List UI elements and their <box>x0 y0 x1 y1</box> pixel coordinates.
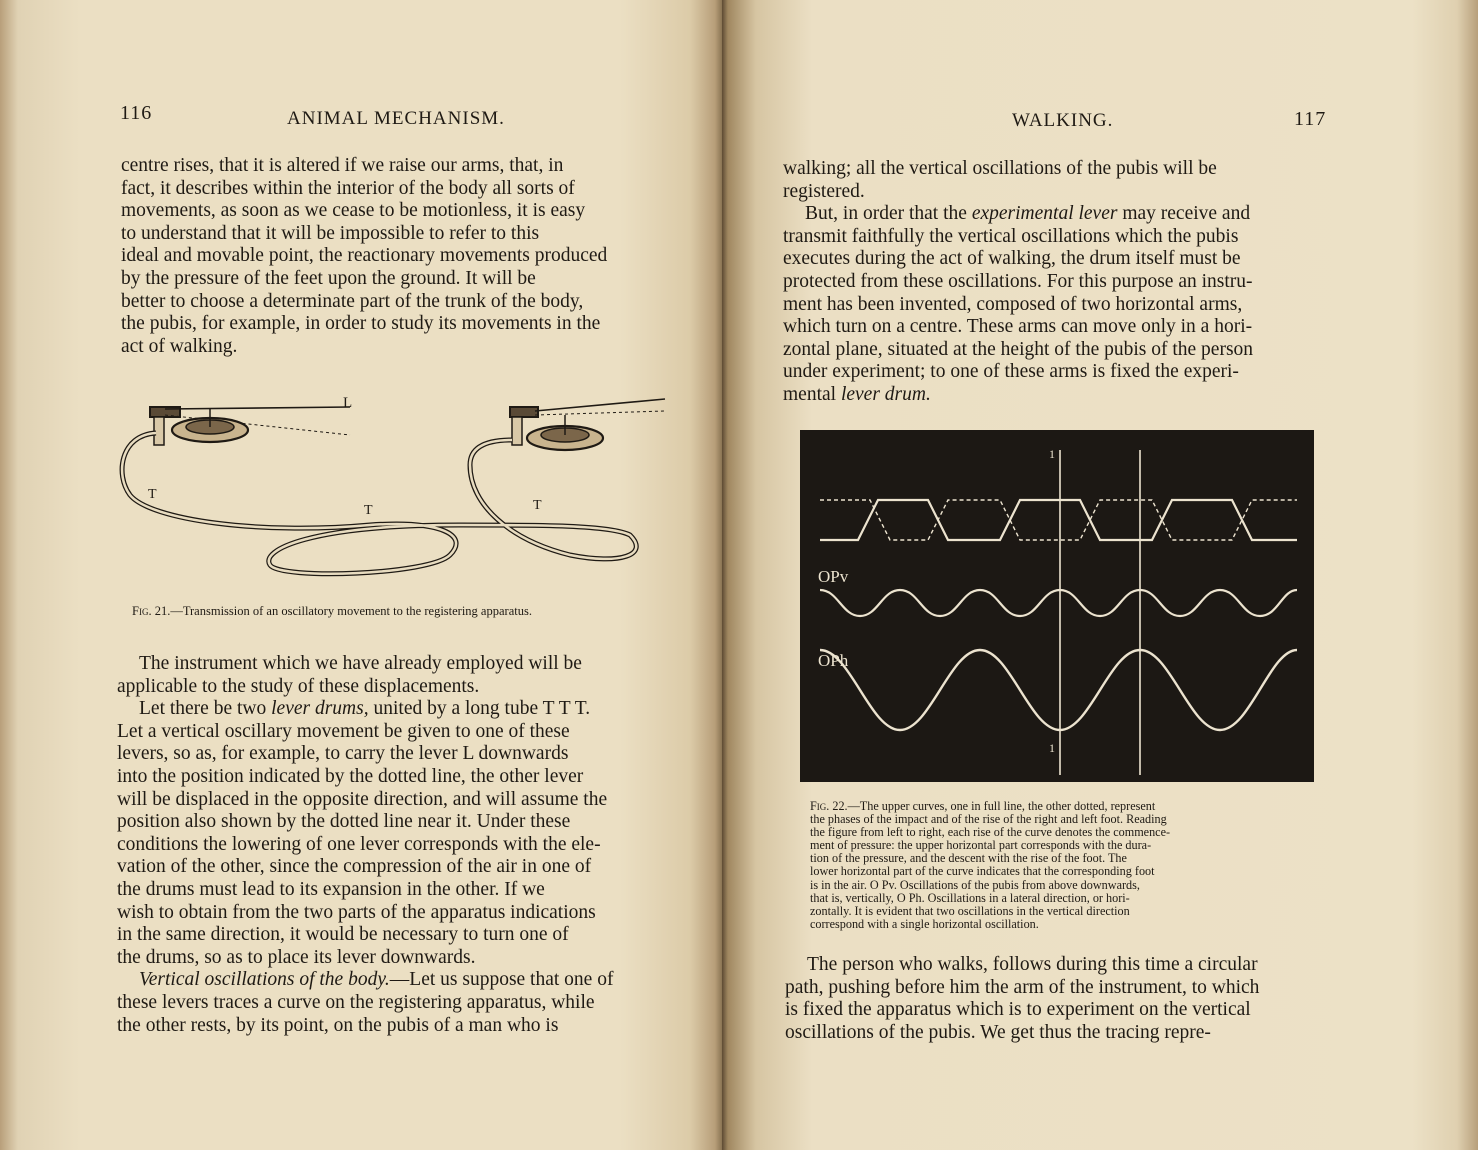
text-line: is fixed the apparatus which is to experiment on the vertical <box>785 999 1251 1021</box>
text-line: walking; all the vertical oscillations of the pubis will be <box>783 158 1217 179</box>
figure-21-caption-text: —Transmission of an oscillatory movement to the registering apparatus. <box>170 604 532 618</box>
caption-line: tion of the pressure, and the descent with the rise of the foot. The <box>810 851 1127 866</box>
text-line: ment has been invented, composed of two horizontal arms, <box>783 293 1243 315</box>
label-opv: OPv <box>818 567 849 586</box>
text-line: vation of the other, since the compression of the air in one of <box>117 856 592 878</box>
marker-1-top: 1 <box>1049 447 1055 461</box>
caption-line: zontally. It is evident that two oscillations in the vertical direction <box>810 903 1130 918</box>
text-line: ideal and movable point, the reactionary movements produced <box>121 245 608 267</box>
marker-1-bottom: 1 <box>1049 741 1055 755</box>
figure-21-illustration <box>110 385 670 595</box>
caption-line: lower horizontal part of the curve indicates that the corresponding foot <box>810 864 1155 879</box>
left-paragraph-2 <box>117 653 663 1037</box>
text-line: by the pressure of the feet upon the ground. It will be <box>121 267 536 289</box>
text-line: executes during the act of walking, the drum itself must be <box>783 248 1241 270</box>
label-T-1: T <box>148 487 157 502</box>
text-line: But, in order that the experimental lever may receive and <box>805 203 1251 225</box>
figure-21-caption <box>132 604 662 619</box>
caption-line: ment of pressure: the upper horizontal part corresponds with the dura- <box>810 838 1152 853</box>
text-line: which turn on a centre. These arms can move only in a hori- <box>783 316 1253 338</box>
text-line: these levers traces a curve on the registering apparatus, while <box>117 991 595 1013</box>
text-line: Let there be two lever drums, united by a long tube T T T. <box>139 698 591 720</box>
text-line: zontal plane, situated at the height of the pubis of the person <box>783 338 1254 360</box>
figure-22-tracing <box>800 430 1314 782</box>
text-line: will be displaced in the opposite direction, and will assume the <box>117 788 608 810</box>
text-line: the drums, so as to place its lever downwards. <box>117 946 476 968</box>
caption-line: Fig. 22.—The upper curves, one in full line, the other dotted, represent <box>810 799 1156 813</box>
text-line: the other rests, by its point, on the pubis of a man who is <box>117 1014 559 1036</box>
text-line: conditions the lowering of one lever corresponds with the ele- <box>117 833 601 855</box>
text-line: transmit faithfully the vertical oscillations which the pubis <box>783 225 1239 247</box>
text-line: in the same direction, it would be necessary to turn one of <box>117 924 569 946</box>
text-line: The instrument which we have already employed will be <box>139 653 582 674</box>
right-page <box>722 0 1478 1150</box>
text-line: under experiment; to one of these arms is fixed the experi- <box>783 361 1239 383</box>
text-line: the pubis, for example, in order to study its movements in the <box>121 313 601 335</box>
figure-22-caption <box>810 800 1292 931</box>
caption-line: that is, vertically, O Ph. Oscillations in a lateral direction, or hori- <box>810 890 1130 905</box>
caption-line: correspond with a single horizontal oscillation. <box>810 916 1039 931</box>
text-line: fact, it describes within the interior of the body all sorts of <box>121 177 575 199</box>
text-line: Vertical oscillations of the body.—Let us suppose that one of <box>139 969 614 991</box>
text-line: applicable to the study of these displacements. <box>117 675 480 697</box>
label-L: L <box>343 395 353 411</box>
caption-line: is in the air. O Pv. Oscillations of the pubis from above downwards, <box>810 877 1140 892</box>
text-line: mental lever drum. <box>783 383 931 405</box>
label-T-2: T <box>364 503 373 518</box>
text-line: path, pushing before him the arm of the instrument, to which <box>785 976 1260 998</box>
figure-21-caption-prefix: Fig. 21. <box>132 604 171 618</box>
text-line: the drums must lead to its expansion in the other. If we <box>117 878 545 900</box>
left-page <box>0 0 722 1150</box>
text-line: better to choose a determinate part of the trunk of the body, <box>121 290 584 312</box>
text-line: wish to obtain from the two parts of the apparatus indications <box>117 901 596 923</box>
right-paragraph-1 <box>783 158 1329 407</box>
right-page-number: 117 <box>1294 108 1327 130</box>
left-page-number: 116 <box>120 102 153 124</box>
caption-line: the phases of the impact and of the rise of the right and left foot. Reading <box>810 812 1167 827</box>
label-T-3: T <box>533 498 542 513</box>
text-line: movements, as soon as we cease to be motionless, it is easy <box>121 200 586 222</box>
left-running-head: ANIMAL MECHANISM. <box>287 108 505 129</box>
text-line: The person who walks, follows during this time a circular <box>807 954 1258 975</box>
text-line: centre rises, that it is altered if we raise our arms, that, in <box>121 155 564 176</box>
label-oph: OPh <box>818 651 849 670</box>
caption-line: the figure from left to right, each rise of the curve denotes the commence- <box>810 825 1171 840</box>
text-line: levers, so as, for example, to carry the lever L downwards <box>117 743 569 765</box>
text-line: registered. <box>783 180 865 202</box>
right-running-head: WALKING. <box>1012 110 1114 131</box>
right-paragraph-3 <box>785 954 1333 1044</box>
text-line: into the position indicated by the dotted line, the other lever <box>117 765 584 787</box>
left-paragraph-1 <box>121 155 667 358</box>
text-line: position also shown by the dotted line near it. Under these <box>117 811 571 833</box>
text-line: Let a vertical oscillary movement be given to one of these <box>117 720 570 742</box>
text-line: oscillations of the pubis. We get thus the tracing repre- <box>785 1021 1211 1043</box>
text-line: act of walking. <box>121 335 238 357</box>
text-line: to understand that it will be impossible to refer to this <box>121 222 540 244</box>
text-line: protected from these oscillations. For this purpose an instru- <box>783 270 1253 292</box>
